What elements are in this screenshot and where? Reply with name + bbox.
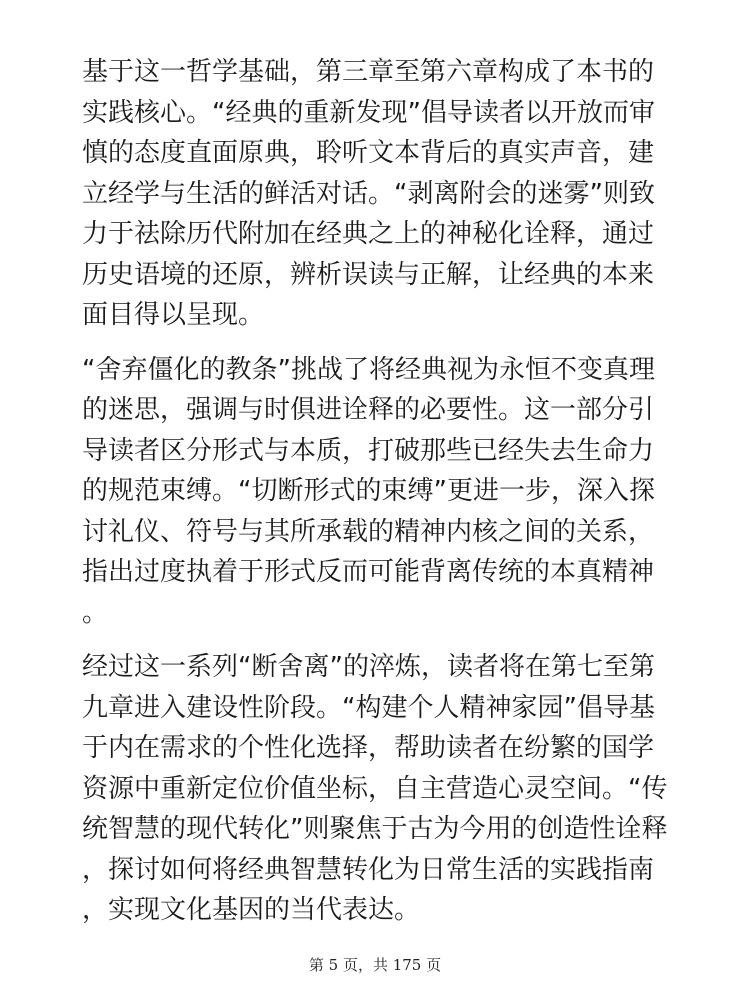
body-text (82, 52, 672, 945)
page-number-footer: 第 5 页，共 175 页 (308, 956, 442, 974)
paragraph-3: 经过这一系列“断舍离”的淬炼，读者将在第七至第九章进入建设性阶段。“构建个人精神家园”倡导基于内在需求的个性化选择，帮助读者在纷繁的国学资源中重新定位价值坐标，自主营造心灵空间。“传统智慧的现代转化”则聚焦于古为今用的创造性诠释，探讨如何将经典智慧转化为日常生活的实践指南，实现文化基因的当代表达。 (82, 652, 668, 925)
paragraph-2: “舍弃僵化的教条”挑战了将经典视为永恒不变真理的迷思，强调与时俱进诠释的必要性。这一部分引导读者区分形式与本质，打破那些已经失去生命力的规范束缚。“切断形式的束缚”更进一步，深入探讨礼仪、符号与其所承载的精神内核之间的关系，指出过度执着于形式反而可能背离传统的本真精神。 (82, 354, 655, 628)
paragraph-1: 基于这一哲学基础，第三章至第六章构成了本书的实践核心。“经典的重新发现”倡导读者以开放而审慎的态度直面原典，聆听文本背后的真实声音，建立经学与生活的鲜活对话。“剥离附会的迷雾”则致力于祛除历代附加在经典之上的神秘化诠释，通过历史语境的还原，辨析误读与正解，让经典的本来面目得以呈现。 (82, 57, 655, 330)
